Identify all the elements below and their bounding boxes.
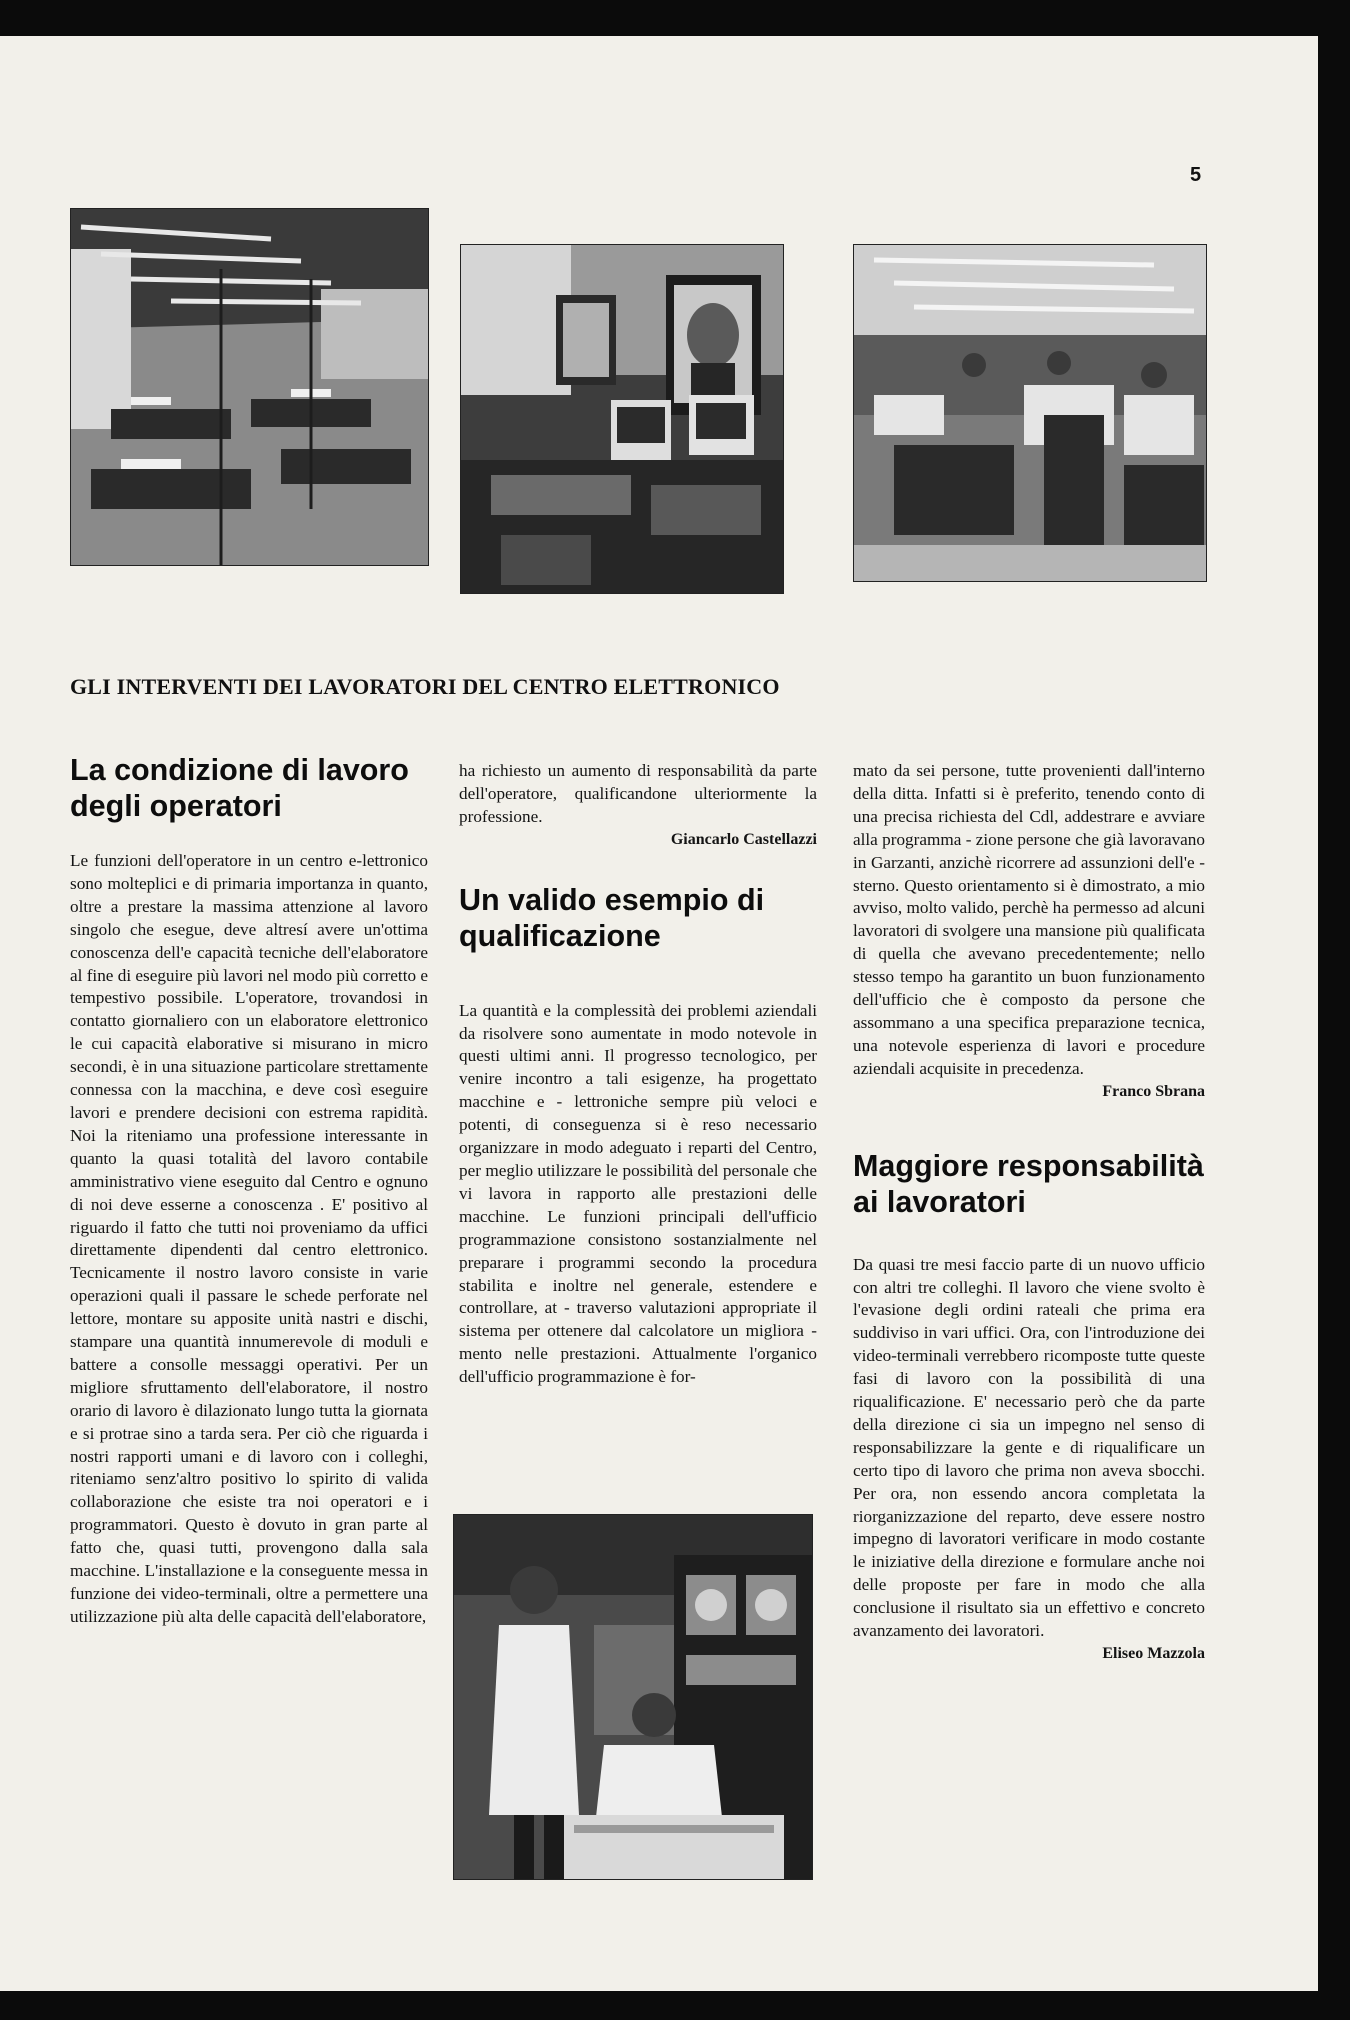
page-number: 5 xyxy=(1190,164,1202,186)
terminals-photo-graphic xyxy=(461,245,783,593)
article1-continuation: ha richiesto un aumento di responsabilità da parte dell'operatore, qualificandone ulteriormente la professione. xyxy=(459,761,817,826)
column-2 xyxy=(459,760,817,1389)
article1-body: Le funzioni dell'operatore in un centro e-lettronico sono molteplici e di primaria importanza in quanto, oltre a prestare la massima attenzione al lavoro singolo che esegue, deve altresí avere un'ottima conoscenza dell'e capacità tecniche dell'elaboratore al fine di eseguire più lavori nel modo più corretto e tempestivo possibile. L'operatore, trovandosi in contatto giornaliero con un elaboratore elettronico le cui capacità elaborative si misurano in micro secondi, è in una situazione particolare strettamente connessa con la macchina, e deve così eseguire lavori e prendere decisioni con estrema rapidità. Noi la riteniamo una professione interessante in quanto la quasi totalità del lavoro contabile amministrativo viene eseguito dal Centro e ognuno di noi deve esserne a conoscenza . E' positivo al riguardo il fatto che tutti noi proveniamo da uffici direttamente dipendenti dal centro elettronico. Tecnicamente il nostro lavoro consiste in varie operazioni quali il passare le schede perforate nel lettore, montare su apposite unità nastri e dischi, stampare una quantità innumerevole di moduli e battere a consolle messaggi operativi. Per un migliore sfruttamento dell'elaboratore, il nostro orario di lavoro è dilazionato lungo tutta la giornata e si protrae sino a tarda sera. Per ciò che riguarda i nostri rapporti umani e di lavoro con i colleghi, riteniamo senz'altro positivo lo spirito di valida collaborazione che esiste tra noi operatori e i programmatori. Questo è dovuto in gran parte al fatto che, quasi tutti, provengono dalla sala macchine. L'installazione e la conseguente messa in funzione dei video-terminali, oltre a permettere una utilizzazione più alta delle capacità dell'elaboratore, xyxy=(70,851,428,1626)
photo-office-workers xyxy=(853,244,1207,582)
newspaper-page xyxy=(0,36,1318,1991)
office-workers-photo-graphic xyxy=(854,245,1206,581)
machine-room-photo-graphic xyxy=(454,1515,812,1879)
article2-title: Un valido esempio di qualificazione xyxy=(459,882,765,953)
photo-machine-room xyxy=(453,1514,813,1880)
article3-author: Eliseo Mazzola xyxy=(1102,1645,1205,1662)
section-heading: GLI INTERVENTI DEI LAVORATORI DEL CENTRO ELETTRONICO xyxy=(70,674,780,699)
article2-author: Franco Sbrana xyxy=(1102,1082,1205,1100)
photo-office-hall xyxy=(70,208,429,566)
article1-title: La condizione di lavoro degli operatori xyxy=(70,753,409,823)
office-hall-photo-graphic xyxy=(71,209,428,565)
column-3 xyxy=(853,760,1205,1666)
article2-continuation: mato da sei persone, tutte provenienti dall'interno della ditta. Infatti si è preferito, tenendo conto di una precisa richiesta del Cdl, addestrare e avviare alla programma - zione persone che già lavoravano in Garzanti, anzichè ricorrere ad assunzioni dell'e - sterno. Questo orientamento si è dimostrato, a mio avviso, molto valido, perchè ha permesso ad alcuni lavoratori di svolgere una mansione più qualificata di quella che avevano precedentemente; nello stesso tempo ha garantito un buon funzionamento dell'ufficio che è composto da persone che assommano a una specifica preparazione tecnica, una notevole esperienza di lavori e procedure aziendali acquisite in precedenza. xyxy=(853,761,1205,1078)
article3-title: Maggiore responsabilità ai lavoratori xyxy=(853,1148,1204,1219)
article1-author: Giancarlo Castellazzi xyxy=(670,830,817,848)
column-1 xyxy=(70,752,428,1629)
photo-terminals-portrait xyxy=(460,244,784,594)
article2-body: La quantità e la complessità dei problemi aziendali da risolvere sono aumentate in modo notevole in questi ultimi anni. Il progresso tecnologico, per venire incontro a tali esigenze, ha progettato macchine e - lettroniche sempre più veloci e potenti, di conseguenza si è reso necessario organizzare in modo adeguato i reparti del Centro, per meglio utilizzare le possibilità del personale che vi lavora in rapporto alle prestazioni delle macchine. Le funzioni principali dell'ufficio programmazione consistono sostanzialmente nel preparare i programmi secondo la procedura stabilita e inoltre nel generale, estendere e controllare, at - traverso valutazioni appropriate il sistema per ottenere dal calcolatore un migliora - mento nelle prestazioni. Attualmente l'organico dell'ufficio programmazione è for- xyxy=(459,1000,817,1387)
article3-body: Da quasi tre mesi faccio parte di un nuovo ufficio con altri tre colleghi. Il lavoro che viene svolto è l'evasione degli ordini rateali che prima era suddiviso in vari uffici. Ora, con l'introduzione dei video-terminali verrebbero ricomposte tutte queste fasi di lavoro con la possibilità di una riqualificazione. E' necessario però che da parte della direzione ci sia un impegno nel senso di responsabilizzare la gente e di riqualificare un certo tipo di lavoro che prima non aveva sbocchi. Per ora, non essendo ancora completata la riorganizzazione del reparto, deve essere nostro impegno di lavoratori verificare in modo costante le iniziative della direzione e formulare anche noi delle proposte per fare in modo che alla conclusione il risultato sia un effettivo e concreto avanzamento dei lavoratori. xyxy=(853,1254,1205,1641)
